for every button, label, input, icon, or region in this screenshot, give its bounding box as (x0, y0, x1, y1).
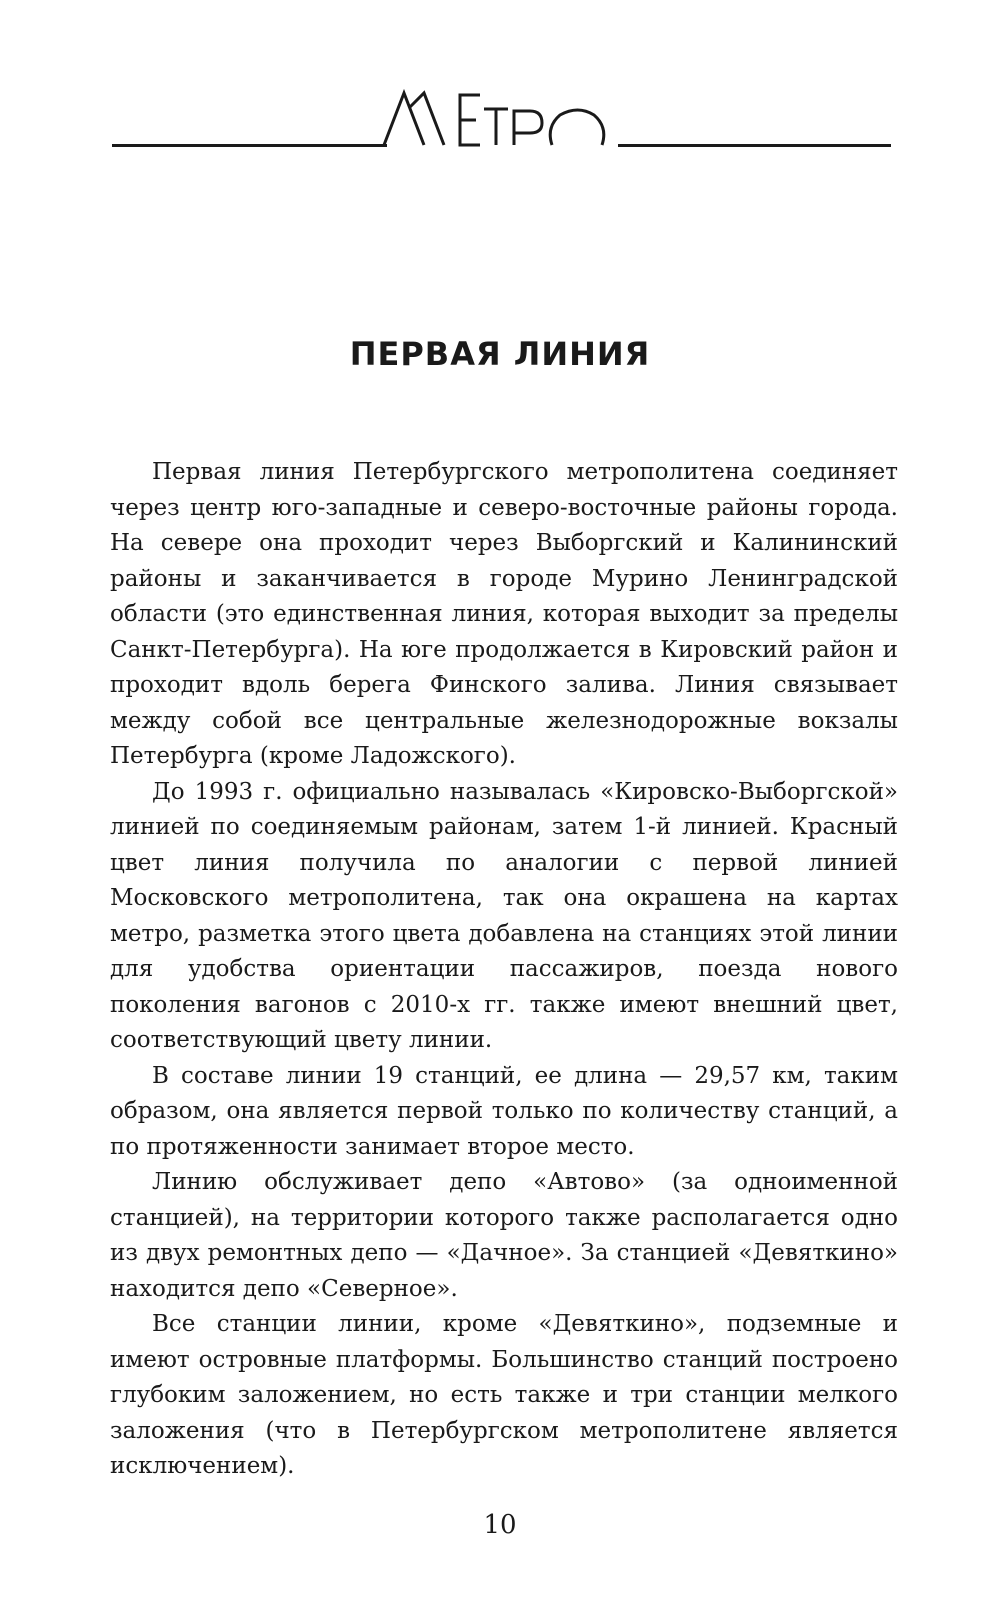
header-rule-left (112, 144, 387, 147)
page-number: 10 (483, 1510, 517, 1540)
chapter-title: ПЕРВАЯ ЛИНИЯ (349, 335, 651, 373)
body-text (110, 455, 898, 1485)
paragraph: Все станции линии, кроме «Девяткино», подземные и имеют островные платформы. Большинство станций построено глубоким заложением, но есть также и три станции мелкого заложения (что в Петербургском метрополитене является исключением). (110, 1311, 898, 1479)
paragraph: До 1993 г. официально называлась «Кировско-Выборгской» линией по соединяемым районам, затем 1-й линией. Красный цвет линия получила по аналогии с первой линией Московского метрополитена, так она окрашена на картах метро, разметка этого цвета добавлена на станциях этой линии для удобства ориентации пассажиров, поезда нового поколения вагонов с 2010-х гг. также имеют внешний цвет, соответствующий цвету линии. (110, 778, 898, 1053)
running-header (0, 85, 1000, 165)
header-rule-right (618, 144, 891, 147)
metro-logo-graphic (380, 85, 620, 155)
paragraph: Линию обслуживает депо «Автово» (за одноименной станцией), на территории которого также располагается одно из двух ремонтных депо — «Дачное». За станцией «Девяткино» находится депо «Северное». (110, 1169, 898, 1302)
metro-logo (380, 85, 620, 155)
paragraph: Первая линия Петербургского метрополитена соединяет через центр юго-западные и северо-восточные районы города. На севере она проходит через Выборгский и Калининский районы и заканчивается в городе Мурино Ленинградской области (это единственная линия, которая выходит за пределы Санкт-Петербурга). На юге продолжается в Кировский район и проходит вдоль берега Финского залива. Линия связывает между собой все центральные железнодорожные вокзалы Петербурга (кроме Ладожского). (110, 459, 898, 769)
paragraph: В составе линии 19 станций, ее длина — 29,57 км, таким образом, она является первой только по количеству станций, а по протяженности занимает второе место. (110, 1062, 898, 1160)
